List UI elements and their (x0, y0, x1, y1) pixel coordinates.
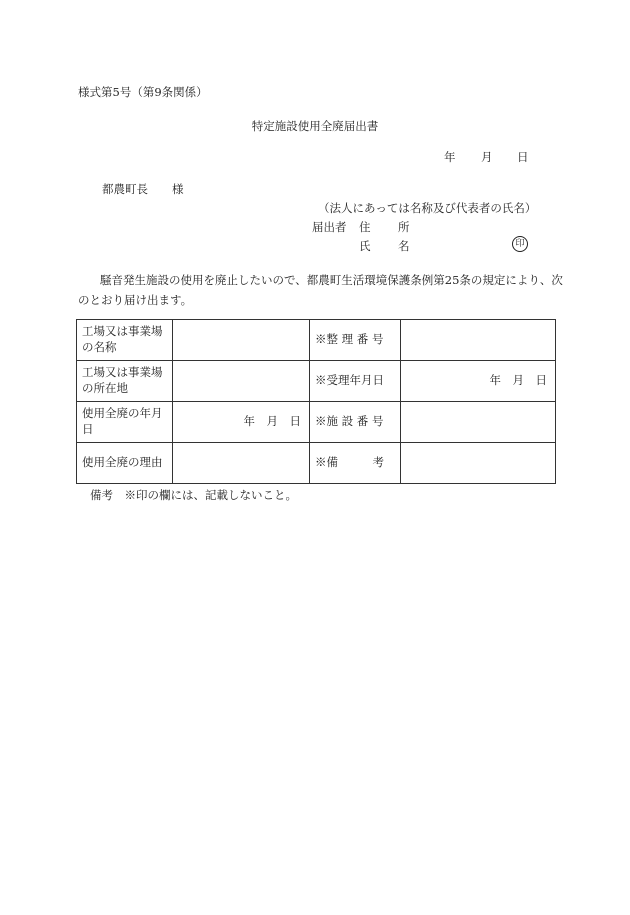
date-day-label: 日 (517, 150, 529, 164)
official-label: ※備 考 (310, 443, 401, 484)
official-label: ※施 設 番 号 (310, 402, 401, 443)
abolition-date-cell[interactable]: 年 月 日 (173, 402, 310, 443)
official-entry-cell (401, 443, 556, 484)
name-label: 氏 名 (359, 239, 418, 253)
document-title: 特定施設使用全廃届出書 (251, 119, 379, 133)
official-entry-cell (401, 402, 556, 443)
corporate-note: （法人にあっては名称及び代表者の氏名） (318, 201, 537, 215)
receipt-date-cell: 年 月 日 (401, 361, 556, 402)
row-label: 使用全廃の年月日 (77, 402, 173, 443)
table-row (77, 443, 556, 484)
applicant-label: 届出者 (312, 220, 347, 234)
form-number: 様式第5号（第9条関係） (78, 85, 208, 99)
address-label: 住 所 (359, 220, 418, 234)
entry-cell[interactable] (173, 361, 310, 402)
table-row (77, 402, 556, 443)
remarks: 備考 ※印の欄には、記載しないこと。 (90, 488, 297, 502)
date-month-label: 月 (481, 150, 493, 164)
entry-cell[interactable] (173, 443, 310, 484)
body-text: 騒音発生施設の使用を廃止したいので、都農町生活環境保護条例第25条の規定により、次のとおり届け出ます。 (78, 273, 563, 307)
row-label: 使用全廃の理由 (77, 443, 173, 484)
addressee-honorific: 様 (172, 182, 184, 196)
row-label: 工場又は事業場の所在地 (77, 361, 173, 402)
addressee: 都農町長 (102, 182, 148, 196)
table-row (77, 320, 556, 361)
official-entry-cell (401, 320, 556, 361)
form-table (76, 319, 556, 484)
table-row (77, 361, 556, 402)
entry-cell[interactable] (173, 320, 310, 361)
row-label: 工場又は事業場の名称 (77, 320, 173, 361)
seal-mark: 印 (512, 236, 528, 252)
official-label: ※整 理 番 号 (310, 320, 401, 361)
official-label: ※受理年月日 (310, 361, 401, 402)
date-year-label: 年 (444, 150, 456, 164)
